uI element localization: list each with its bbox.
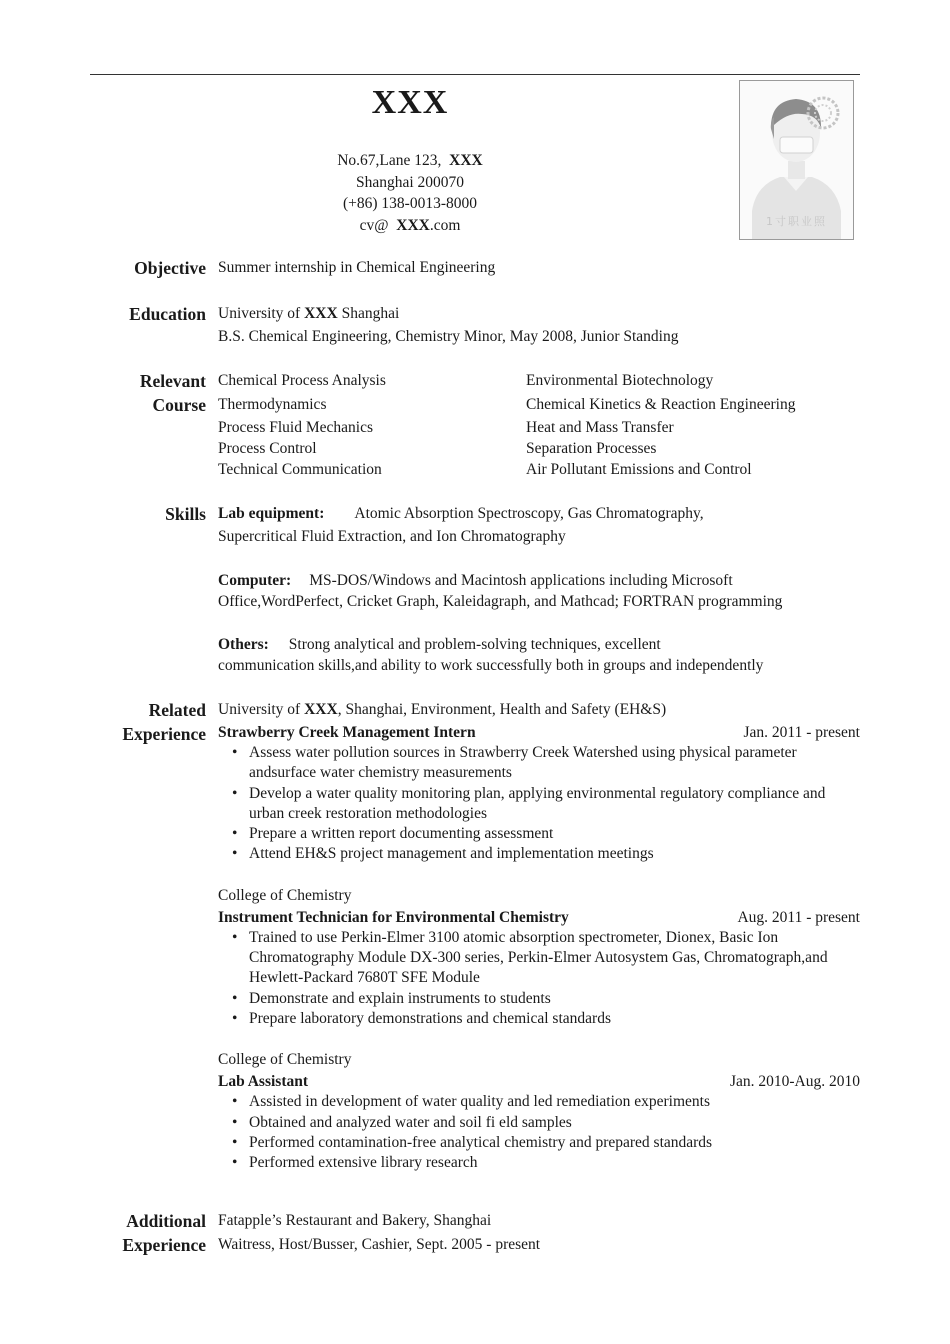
email-user: cv@: [359, 216, 389, 234]
org-suffix: , Shanghai, Environment, Health and Safety (EH&S): [337, 701, 667, 718]
education-degree: B.S. Chemical Engineering, Chemistry Minor, May 2008, Junior Standing: [218, 328, 679, 345]
skills-computer-line-1: [218, 570, 860, 591]
experience-bullets: [218, 1092, 860, 1173]
school-city: Shanghai: [341, 305, 400, 322]
course-item: Environmental Biotechnology: [526, 372, 714, 389]
related-experience-label: [40, 698, 206, 746]
course-item: Process Control: [218, 440, 317, 458]
org-name: XXX: [304, 701, 338, 718]
skills-lab: [218, 502, 860, 548]
additional-label-line-1: Additional: [126, 1211, 206, 1231]
bullet-item: • Assisted in development of water quality and led remediation experiments: [249, 1092, 860, 1112]
skills-others: [218, 634, 860, 676]
org-prefix: University of: [218, 701, 301, 718]
skills-others-key: Others:: [218, 636, 269, 653]
courses-label-line-2: Course: [152, 395, 206, 415]
skills-computer: [218, 570, 860, 612]
course-item: Thermodynamics: [218, 396, 327, 413]
experience-title-row: [218, 907, 860, 928]
bullet-item: • Assess water pollution sources in Strawberry Creek Watershed using physical parameter andsurface water chemistry measurements: [249, 743, 860, 784]
course-item: Process Fluid Mechanics: [218, 419, 373, 436]
additional-employer: Fatapple’s Restaurant and Bakery, Shanghai: [218, 1212, 492, 1229]
skills-computer-text: MS-DOS/Windows and Macintosh applications including Microsoft: [309, 572, 733, 589]
bullet-item: • Performed contamination-free analytical chemistry and prepared standards: [249, 1133, 860, 1153]
header-rule: [90, 74, 860, 75]
experience-title: Instrument Technician for Environmental Chemistry: [218, 908, 569, 926]
additional-label-line-2: Experience: [122, 1235, 206, 1255]
skills-label: Skills: [165, 504, 206, 524]
course-item: Chemical Process Analysis: [218, 372, 386, 389]
skills-computer-key: Computer:: [218, 572, 292, 589]
bullet-item: • Trained to use Perkin-Elmer 3100 atomic absorption spectrometer, Dionex, Basic Ion Chromatography Module DX-300 series, Perkin-Elmer Autosystem Gas, Chromatograph,and Hewlett-Packard 7680T SFE Module: [249, 928, 860, 989]
education-school: [218, 302, 860, 325]
courses-label-line-1: Relevant: [139, 371, 206, 391]
courses-left-column: [218, 369, 526, 481]
experience-org: College of Chemistry: [218, 1051, 352, 1069]
course-item: Technical Communication: [218, 461, 382, 479]
education-label: Education: [129, 304, 206, 324]
additional-experience-content: [218, 1209, 860, 1257]
skills-lab-key: Lab equipment:: [218, 505, 325, 522]
courses-right-column: [526, 369, 860, 481]
objective-content: [218, 257, 860, 278]
experience-date: Aug. 2011 - present: [737, 908, 860, 926]
bullet-item: • Performed extensive library research: [249, 1153, 860, 1173]
skills-others-line-2: communication skills,and ability to work successfully both in groups and independently: [218, 657, 764, 674]
experience-bullets: [218, 928, 860, 1029]
email-domain: XXX: [396, 216, 430, 234]
email-tld: .com: [429, 216, 461, 234]
street-address: No.67,Lane 123,: [337, 152, 442, 169]
profile-photo: [739, 80, 854, 240]
courses-grid: [218, 369, 860, 481]
bullet-item: • Prepare a written report documenting assessment: [249, 824, 860, 844]
course-item: Separation Processes: [526, 440, 657, 458]
experience-org: College of Chemistry: [218, 886, 352, 904]
related-experience-content: [218, 698, 860, 1173]
additional-experience-label: [40, 1209, 206, 1257]
bullet-item: • Obtained and analyzed water and soil fi eld samples: [249, 1113, 860, 1133]
address-line-2: Shanghai 200070: [355, 173, 465, 191]
skills-lab-text: Atomic Absorption Spectroscopy, Gas Chromatography,: [354, 505, 704, 522]
skills-content: [218, 502, 860, 676]
bullet-item: • Attend EH&S project management and implementation meetings: [249, 844, 860, 864]
phone-number: (+86) 138-0013-8000: [342, 195, 477, 212]
contact-block: [90, 150, 730, 236]
skills-lab-line-2: Supercritical Fluid Extraction, and Ion Chromatography: [218, 528, 566, 545]
address-placeholder: XXX: [449, 152, 483, 169]
school-prefix: University of: [218, 305, 301, 322]
photo-caption: 1寸职业照: [766, 215, 827, 228]
experience-entry: [218, 698, 860, 865]
experience-entry: [218, 885, 860, 1029]
course-item: Chemical Kinetics & Reaction Engineering: [526, 396, 796, 413]
objective-label: Objective: [134, 258, 206, 278]
bullet-item: • Prepare laboratory demonstrations and chemical standards: [249, 1009, 860, 1029]
address-line-1: [90, 150, 730, 172]
course-item: Air Pollutant Emissions and Control: [526, 461, 752, 479]
related-label-line-1: Related: [148, 700, 206, 720]
experience-date: Jan. 2011 - present: [743, 724, 860, 741]
applicant-name: XXX: [371, 84, 449, 121]
school-name: XXX: [304, 305, 338, 322]
objective-text: Summer internship in Chemical Engineering: [218, 259, 496, 276]
skills-computer-line-2: Office,WordPerfect, Cricket Graph, Kaleidagraph, and Mathcad; FORTRAN programming: [218, 593, 783, 610]
experience-title: Strawberry Creek Management Intern: [218, 724, 476, 741]
skills-others-text: Strong analytical and problem-solving techniques, excellent: [288, 636, 661, 653]
experience-entry: [218, 1049, 860, 1173]
skills-others-line-1: [218, 634, 860, 655]
course-item: Heat and Mass Transfer: [526, 419, 674, 436]
courses-label: [40, 369, 206, 417]
experience-org: [218, 698, 860, 722]
additional-roles: Waitress, Host/Busser, Cashier, Sept. 2005 - present: [218, 1236, 541, 1253]
experience-date: Jan. 2010-Aug. 2010: [729, 1073, 860, 1091]
bullet-item: • Demonstrate and explain instruments to students: [249, 989, 860, 1009]
bullet-item: • Develop a water quality monitoring plan, applying environmental regulatory compliance and urban creek restoration methodologies: [249, 784, 860, 825]
email-address: [90, 215, 730, 237]
experience-title-row: [218, 722, 860, 743]
education-content: [218, 302, 860, 348]
experience-title-row: [218, 1071, 860, 1092]
skills-lab-line-1: [218, 502, 860, 525]
experience-bullets: [218, 743, 860, 865]
related-label-line-2: Experience: [122, 724, 206, 744]
experience-title: Lab Assistant: [218, 1073, 309, 1091]
